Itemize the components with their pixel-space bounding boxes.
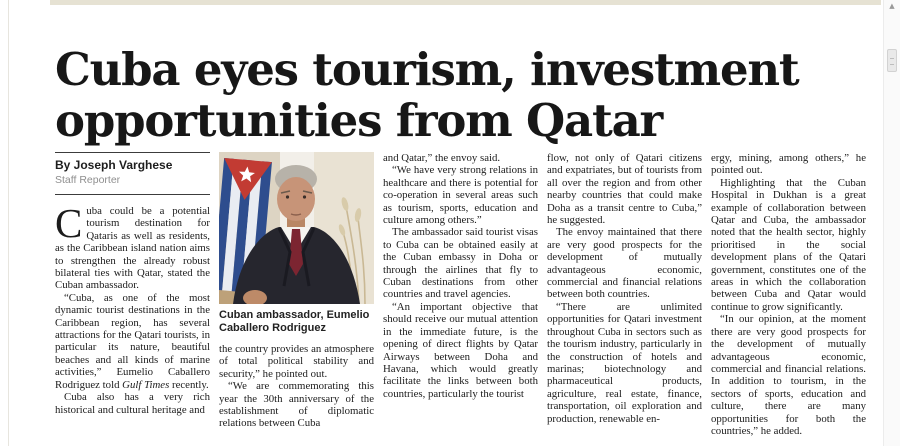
article-paragraph: “We have very strong relations in healthcare and there is potential for co-operation in several areas such as tourism, sports, education and culture among others.” (383, 164, 538, 227)
article-paragraph: “In our opinion, at the moment there are very good prospects for the development of mutually advantageous economic, commercial and financial relations. In addition to tourism, in the sectors of sports, education and culture, there are many opportunities for both the countries,” he added. (711, 313, 866, 437)
column-4-text (547, 152, 702, 425)
eye-right (303, 195, 306, 198)
article-paragraph: and Qatar,” the envoy said. (383, 152, 501, 164)
byline-role: Staff Reporter (55, 174, 121, 186)
article-paragraph: Cuba also has a very rich historical and cultural heritage and (55, 391, 210, 416)
eye-left (286, 195, 289, 198)
article-paragraph: “We are commemorating this year the 30th anniversary of the establishment of diplomatic relations between Cuba (219, 380, 374, 430)
article-paragraph: ergy, mining, among others,” he pointed out. (711, 152, 866, 177)
article-column-2 (219, 152, 374, 444)
article-column-1 (55, 152, 210, 444)
column-2-text (219, 343, 374, 430)
article-paragraph: the country provides an atmosphere of total political stability and security,” he pointed out. (219, 343, 374, 380)
headline-line-1: Cuba eyes tourism, investment (55, 43, 799, 97)
article-paragraph: “An important objective that should receive our mutual attention in the immediate future, is the opening of direct flights by Qatar Airways between Doha and Havana, which would greatly facilitate the links between both countries, particularly the tourist (383, 300, 538, 400)
byline-author: By Joseph Varghese (55, 158, 173, 172)
column-1-text (55, 200, 210, 416)
article-column-4 (547, 152, 702, 444)
column-3-text (383, 152, 538, 400)
article-column-3 (383, 152, 538, 444)
article-paragraph: “There are unlimited opportunities for Qatari investment throughout Cuba in sectors such as the tourism industry, particularly in the construction of hotels and marinas; biotechnology and pharmaceutical products, agriculture, real estate, finance, transportation, oil exploration and production, renewable en- (547, 300, 702, 425)
photo-caption: Cuban ambassador, Eumelio Caballero Rodriguez (219, 309, 370, 334)
scrollbar-thumb[interactable] (887, 49, 897, 72)
article-paragraph: “Cuba, as one of the most dynamic tourist destinations in the Caribbean region, has several attractions for the Qatari tourists, in particular its nature, beautiful beaches and all kinds of marine activities,” Eumelio Caballero Rodriguez told Gulf Times recently. (55, 291, 210, 391)
scrollbar-up-arrow-icon[interactable]: ▲ (889, 2, 895, 10)
article-paragraph: The ambassador said tourist visas to Cuba can be obtained easily at the Cuban embassy in Doha or through the airlines that fly to Cuban destinations from other countries and travel agencies. (383, 226, 538, 301)
article-paragraph: The envoy maintained that there are very good prospects for the development of mutually advantageous economic, commercial and financial relations between both countries. (547, 226, 702, 301)
page-left-border (8, 0, 9, 446)
top-masthead-strip (50, 0, 881, 5)
article-paragraph: Cuba could be a potential tourism destination for Qataris as well as residents, as the Caribbean island nation aims to strengthen the already robust bilateral ties with Qatar, stated the Cuban ambassador. (55, 200, 210, 292)
drop-cap: C (55, 200, 83, 246)
article-headline (55, 44, 873, 146)
article-column-5 (711, 152, 866, 444)
article-paragraph: Highlighting that the Cuban Hospital in Dukhan is a great example of collaboration between Qatar and Cuba, the ambassador noted that the health sector, highly prioritised in the social development plans of the Qatari government, constitutes one of the areas in which the collaboration between Cuba and Qatar would continue to grow significantly. (711, 176, 866, 313)
byline-block (55, 152, 210, 195)
headline-line-2: opportunities from Qatar (55, 94, 663, 148)
article-columns (55, 152, 866, 444)
vertical-scrollbar[interactable] (883, 0, 900, 446)
article-paragraph: flow, not only of Qatari citizens and expatriates, but of tourists from all over the region and from other nearby countries that could make Doha as a transit centre to Cuba,” he suggested. (547, 152, 702, 227)
column-5-text (711, 152, 866, 437)
ambassador-photo (219, 152, 374, 304)
